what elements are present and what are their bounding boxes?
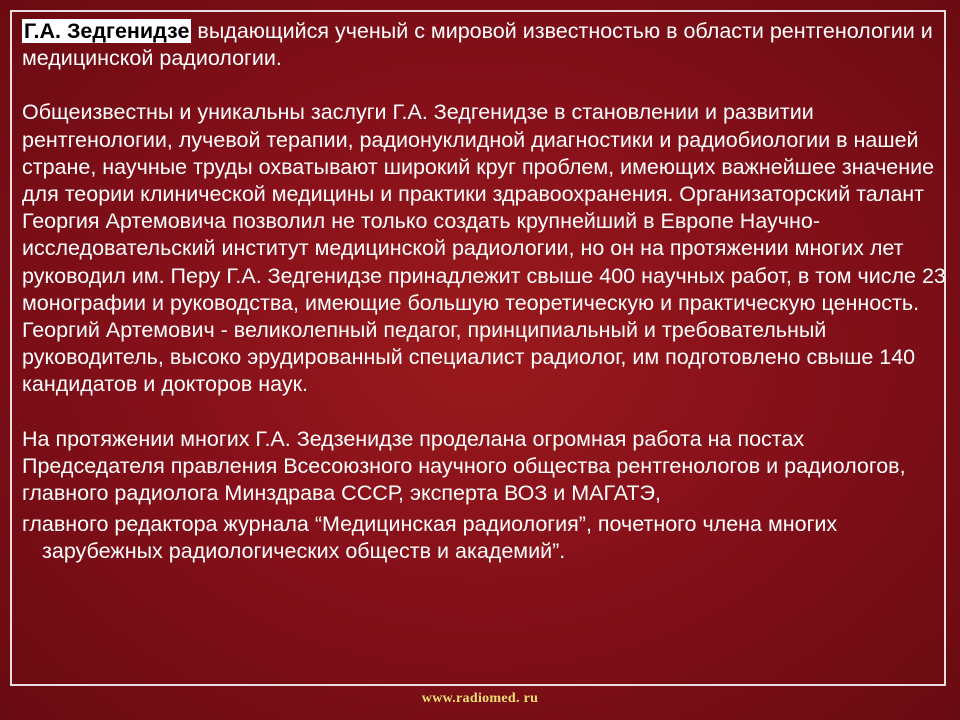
slide-body (22, 18, 947, 566)
editor-text-line-1: главного редактора журнала “Медицинская радиология”, почетного члена многих (22, 512, 838, 537)
footer-website-url: www.radiomed. ru (421, 691, 539, 706)
highlighted-name: Г.А. Зедгенидзе (24, 19, 190, 43)
positions-text: На протяжении многих Г.А. Зедзенидзе проделана огромная работа на постах Председателя правления Всесоюзного научного общества рентгенологов и радиологов, главного радиолога Минздрава СССР, эксперта ВОЗ и МАГАТЭ, (22, 426, 906, 506)
positions-paragraph (22, 426, 947, 566)
merits-paragraph: Общеизвестны и уникальны заслуги Г.А. Зедгенидзе в становлении и развитии рентгенологии, лучевой терапии, радионуклидной диагностики и радиобиологии в нашей стране, научные труды охватывают широкий круг проблем, имеющих важнейшее значение для теории клинической медицины и практики здравоохранения. Организаторский талант Георгия Артемовича позволил не только создать крупнейший в Европе Научно-исследовательский институт медицинской радиологии, но он на протяжении многих лет руководил им. Перу Г.А. Зедгенидзе принадлежит свыше 400 научных работ, в том числе 23 монографии и руководства, имеющие большую теоретическую и практическую ценность. Георгий Артемович - великолепный педагог, принципиальный и требовательный руководитель, высоко эрудированный специалист радиолог, им подготовлено свыше 140 кандидатов и докторов наук. (22, 100, 946, 397)
editor-text-line-2: зарубежных радиологических обществ и академий”. (42, 539, 566, 564)
intro-text: выдающийся ученый с мировой известностью в области рентгенологии и медицинской радиологии. (22, 19, 933, 71)
intro-paragraph (22, 18, 947, 72)
editor-text-block (22, 511, 947, 565)
